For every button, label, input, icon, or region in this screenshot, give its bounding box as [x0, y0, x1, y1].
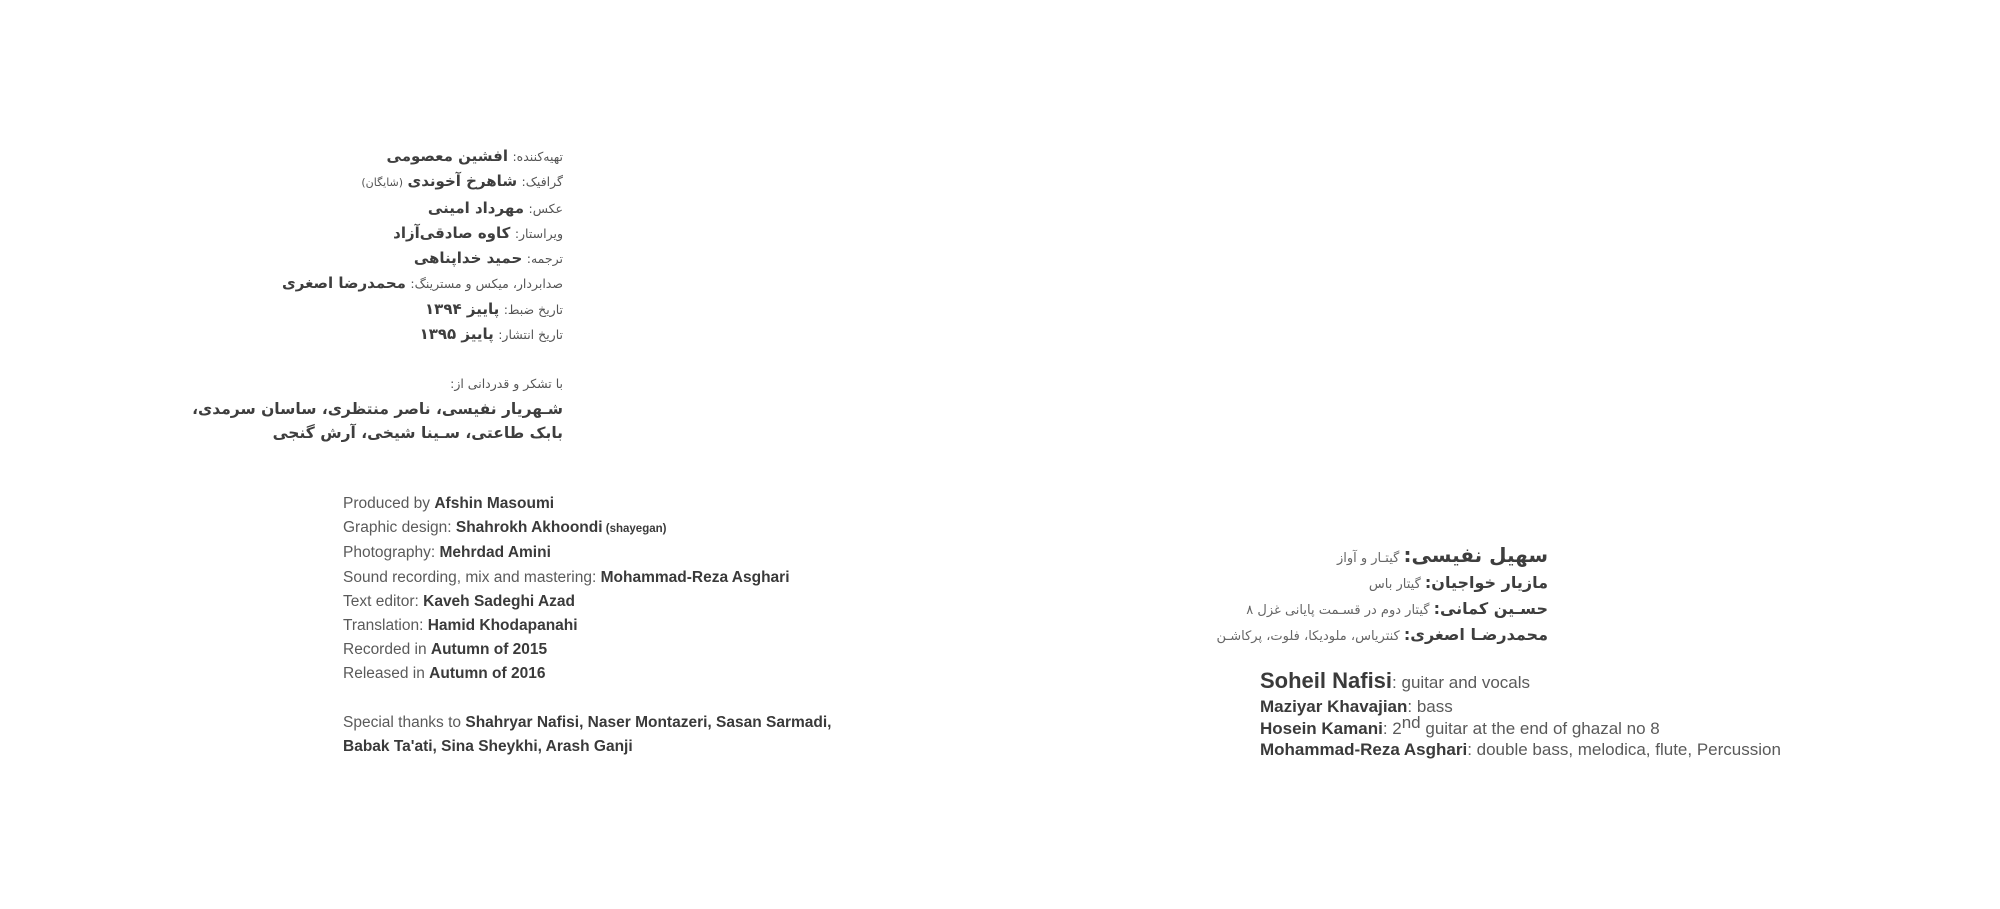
en-musician-instrument: : bass: [1407, 697, 1453, 716]
en-credit-label: Text editor:: [343, 592, 424, 610]
en-credit-value: Hamid Khodapanahi: [427, 617, 578, 635]
fa-musician-name: محمدرضـا اصغری:: [1403, 625, 1548, 644]
fa-musician-name: حسـین کمانی:: [1433, 599, 1548, 618]
fa-musician-row: [948, 543, 1548, 571]
en-credit-editor: [343, 590, 943, 614]
fa-credit-photo: [0, 196, 563, 221]
fa-credit-label: ترجمه:: [526, 251, 563, 267]
en-credit-value: Mehrdad Amini: [439, 544, 551, 562]
en-credit-photo: [343, 541, 943, 565]
fa-credit-graphic: [0, 169, 563, 195]
en-musician-row: [1260, 712, 1980, 741]
fa-credit-producer: [0, 144, 563, 169]
en-credit-label: Graphic design:: [343, 519, 456, 537]
en-credit-note: (shayegan): [602, 523, 667, 536]
en-musician-name: Hosein Kamani: [1260, 718, 1383, 738]
fa-credit-label: گرافیک:: [521, 174, 563, 190]
fa-thanks-line-2: بابک طاعتی، سـینا شیخی، آرش گنجی: [272, 423, 563, 442]
fa-credit-translation: [0, 246, 563, 271]
en-credit-label: Translation:: [343, 617, 428, 635]
fa-musician-row: [948, 597, 1548, 623]
english-musicians: [1260, 668, 1980, 762]
fa-musician-row: [948, 623, 1548, 649]
en-musician-instrument-pre: : 2: [1382, 718, 1402, 738]
fa-musician-instrument: گیتار دوم در قسـمت پایانی غزل ۸: [1246, 603, 1434, 618]
en-credit-value: Shahrokh Akhoondi: [455, 519, 603, 537]
fa-credit-released: [0, 322, 563, 347]
en-credit-value: Autumn of 2016: [429, 665, 546, 683]
fa-thanks-title: با تشکر و قدردانی از:: [450, 376, 563, 392]
fa-credit-label: تاریخ ضبط:: [503, 301, 563, 317]
en-credit-value: Kaveh Sadeghi Azad: [423, 592, 576, 610]
fa-credit-value: افشین معصومی: [386, 147, 509, 165]
en-thanks-line-2: Babak Ta'ati, Sina Sheykhi, Arash Ganji: [343, 737, 633, 755]
fa-credit-recorded: [0, 297, 563, 322]
en-thanks-names-1: Shahryar Nafisi, Naser Montazeri, Sasan Sarmadi,: [465, 713, 832, 731]
fa-credit-value: شاهرخ آخوندی: [407, 172, 518, 191]
en-credit-label: Released in: [343, 665, 430, 683]
fa-credit-label: تهیه‌کننده:: [512, 149, 563, 164]
en-musician-instrument: guitar at the end of ghazal no 8: [1420, 718, 1660, 738]
en-musician-instrument: : guitar and vocals: [1392, 673, 1531, 692]
en-musician-row: [1260, 740, 1980, 762]
en-credit-recorded: [343, 638, 943, 662]
fa-credit-value: حمید خداپناهی: [413, 249, 523, 268]
fa-credit-value: کاوه صادقی‌آزاد: [393, 223, 511, 242]
en-musician-row: [1260, 668, 1980, 697]
fa-credit-note: (شایگان): [361, 176, 404, 190]
english-credits: [343, 492, 943, 759]
en-credit-sound: [343, 566, 943, 590]
fa-credit-label: صدابردار، میکس و مسترینگ:: [410, 276, 563, 292]
en-credit-graphic: [343, 516, 943, 541]
en-musician-instrument: : double bass, melodica, flute, Percussion: [1467, 740, 1781, 759]
en-musician-row: [1260, 697, 1980, 719]
fa-musician-row: [948, 571, 1548, 597]
en-credit-label: Recorded in: [343, 641, 431, 659]
en-credit-label: Sound recording, mix and mastering:: [343, 568, 601, 586]
en-musician-ordinal-sup: nd: [1401, 712, 1421, 732]
en-credit-label: Produced by: [343, 495, 435, 512]
en-thanks: [343, 711, 943, 759]
fa-credit-value: پاییز ۱۳۹۴: [425, 299, 500, 318]
en-credit-value: Afshin Masoumi: [434, 495, 555, 512]
fa-credit-label: عکس:: [528, 200, 563, 216]
fa-credit-sound: [0, 271, 563, 296]
en-musician-name: Soheil Nafisi: [1260, 668, 1393, 693]
fa-credit-value: مهرداد امینی: [427, 198, 525, 217]
en-credit-producer: [343, 492, 943, 516]
fa-credit-value: پاییز ۱۳۹۵: [419, 325, 494, 344]
persian-musicians: [948, 543, 1548, 649]
en-musician-name: Mohammad-Reza Asghari: [1260, 740, 1468, 759]
en-credit-translation: [343, 614, 943, 638]
fa-thanks: [0, 372, 563, 444]
en-thanks-line-1: [343, 711, 943, 735]
fa-musician-name: مازیار خواجیان:: [1424, 573, 1548, 592]
fa-thanks-line-1: شـهریار نفیسی، ناصر منتظری، ساسان سرمدی،: [192, 399, 563, 418]
fa-musician-instrument: کنتریاس، ملودیکا، فلوت، پرکاشـن: [1216, 629, 1404, 644]
fa-musician-instrument: گیتـار و آواز: [1336, 551, 1404, 566]
en-credit-value: Autumn of 2015: [430, 641, 548, 659]
en-credit-label: Photography:: [343, 544, 440, 562]
en-thanks-label: Special thanks to: [343, 713, 466, 731]
en-credit-released: [343, 662, 943, 686]
fa-credit-label: تاریخ انتشار:: [498, 327, 563, 343]
fa-credit-value: محمدرضا اصغری: [281, 274, 406, 293]
fa-credit-editor: [0, 221, 563, 246]
en-credit-value: Mohammad-Reza Asghari: [600, 568, 790, 586]
fa-musician-instrument: گیتار باس: [1368, 577, 1425, 592]
fa-credit-label: ویراستار:: [514, 225, 563, 241]
persian-credits: [0, 144, 563, 445]
fa-musician-name: سهیل نفیسی:: [1403, 543, 1548, 567]
en-musician-name: Maziyar Khavajian: [1260, 697, 1408, 716]
